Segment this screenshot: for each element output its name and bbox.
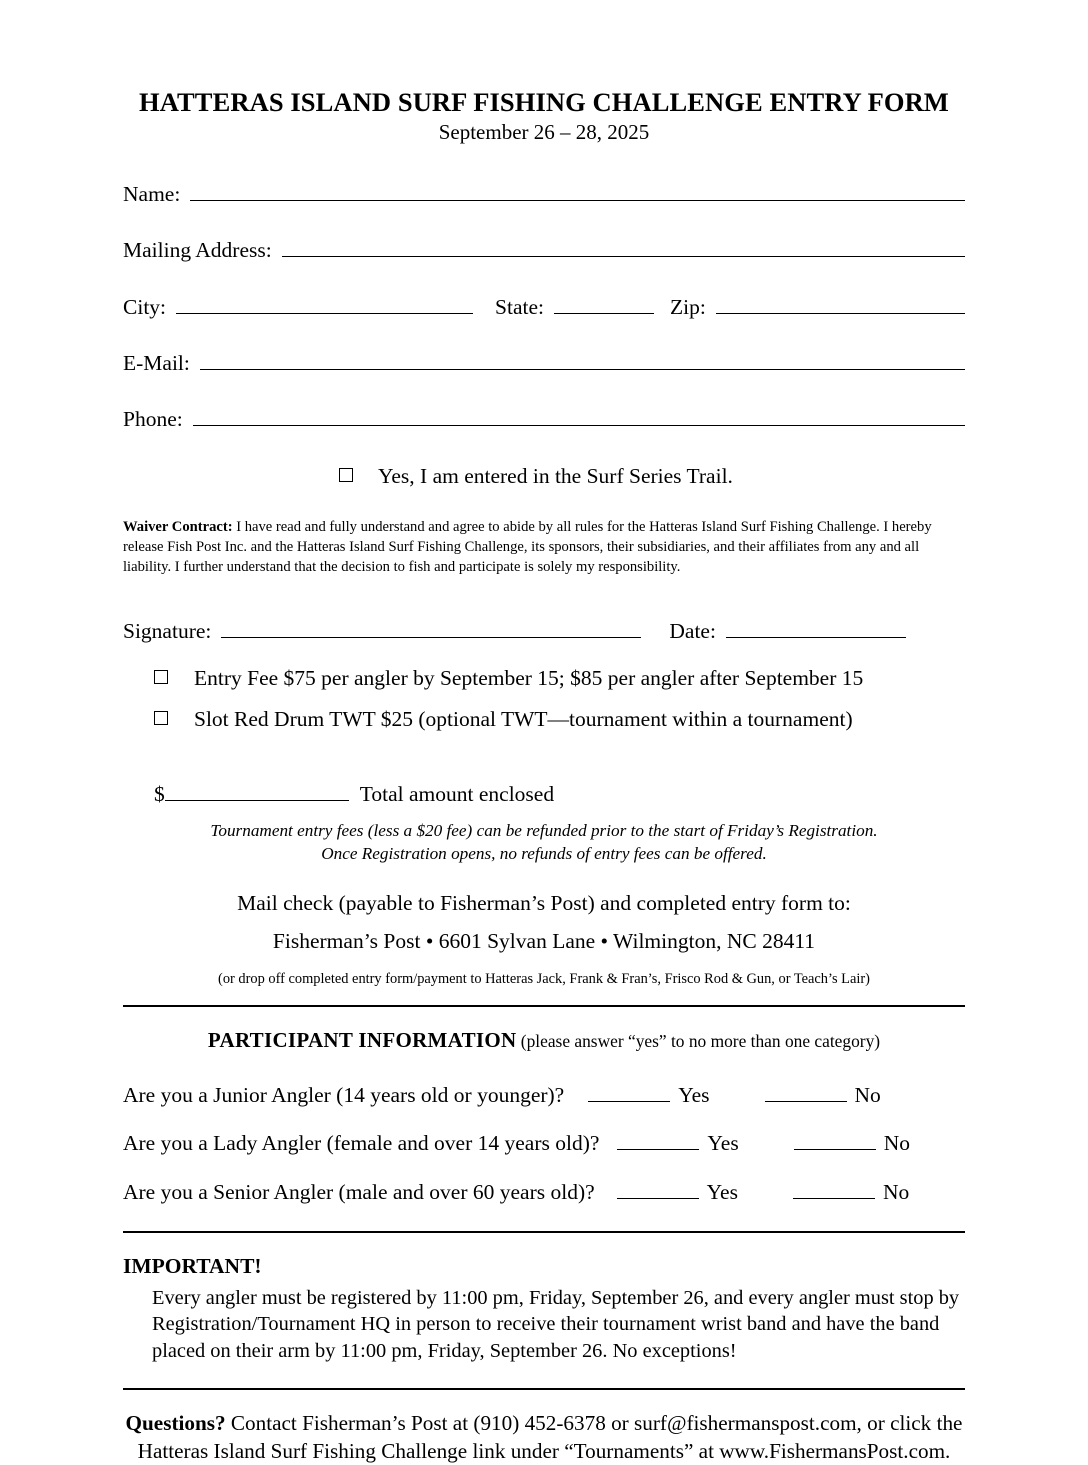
checkbox-icon[interactable] [154, 670, 168, 684]
answer-yes-input[interactable] [588, 1079, 670, 1102]
participant-question-row [123, 1127, 965, 1154]
checkbox-icon[interactable] [339, 468, 353, 482]
total-amount-row [123, 778, 965, 805]
question-text: Are you a Senior Angler (male and over 60 years old)? [123, 1179, 595, 1204]
phone-input[interactable] [193, 404, 965, 427]
event-date-range: September 26 – 28, 2025 [438, 119, 650, 144]
waiver-contract [123, 518, 961, 578]
no-label: No [883, 1131, 910, 1156]
surf-series-label: Yes, I am entered in the Surf Series Trail. [378, 463, 733, 488]
questions-heading: Questions? [125, 1411, 226, 1436]
waiver-heading: Waiver Contract: [123, 519, 233, 536]
fee-option-row[interactable] [123, 706, 965, 731]
section-divider [123, 1231, 965, 1233]
total-amount-input[interactable] [165, 778, 349, 801]
total-amount-label: Total amount enclosed [359, 782, 555, 807]
zip-label: Zip: [669, 294, 706, 319]
checkbox-icon[interactable] [154, 711, 168, 725]
waiver-body: I have read and fully understand and agree to abide by all rules for the Hatteras Island Surf Fishing Challenge. I hereby release Fish Post Inc. and the Hatteras Island Surf Fishing Challenge, its sponsors, their subsidiaries, and their affiliates from any and all liability. I further understand that the decision to fish and participate is solely my responsibility. [123, 519, 932, 576]
field-row-mailing-address [123, 234, 965, 261]
fee-option-label: Entry Fee $75 per angler by September 15; $85 per angler after September 15 [194, 666, 864, 691]
phone-label: Phone: [123, 407, 183, 432]
mailing-address-label: Mailing Address: [123, 238, 272, 263]
answer-no-input[interactable] [794, 1127, 876, 1150]
mail-address: Fisherman’s Post • 6601 Sylvan Lane • Wilmington, NC 28411 [272, 929, 816, 954]
name-label: Name: [123, 181, 181, 206]
important-body: Every angler must be registered by 11:00 pm, Friday, September 26, and every angler must stop by Registration/Tournament HQ in person to receive their tournament wrist band and have the band placed on their arm by 11:00 pm, Friday, September 26. No exceptions! [152, 1286, 960, 1362]
question-text: Are you a Lady Angler (female and over 14 years old)? [123, 1131, 600, 1156]
answer-yes-input[interactable] [617, 1176, 699, 1199]
yes-label: Yes [678, 1082, 710, 1107]
refund-policy-line-1: Tournament entry fees (less a $20 fee) can be refunded prior to the start of Friday’s Registration. [210, 820, 878, 840]
fee-option-label: Slot Red Drum TWT $25 (optional TWT—tournament within a tournament) [194, 706, 853, 731]
signature-label: Signature: [123, 618, 212, 643]
field-row-city-state-zip [123, 291, 965, 318]
participant-information-heading [123, 1028, 965, 1053]
important-title: IMPORTANT! [123, 1254, 262, 1279]
surf-series-checkbox-row[interactable] [123, 463, 965, 488]
email-input[interactable] [200, 347, 965, 370]
participant-heading-text: PARTICIPANT INFORMATION [207, 1027, 517, 1052]
name-input[interactable] [190, 178, 965, 201]
mail-dropoff-locations: (or drop off completed entry form/payment to Hatteras Jack, Frank & Fran’s, Frisco Rod & Gun, or Teach’s Lair) [218, 970, 870, 987]
participant-question-row [123, 1176, 965, 1203]
no-label: No [854, 1082, 881, 1107]
participant-heading-subtext: (please answer “yes” to no more than one category) [516, 1030, 881, 1051]
form-sheet [123, 0, 965, 1465]
state-label: State: [495, 294, 544, 319]
participant-question-row [123, 1079, 965, 1106]
mailing-address-input[interactable] [282, 234, 965, 257]
questions-body: Contact Fisherman’s Post at (910) 452-6378 or surf@fishermanspost.com, or click the Hatteras Island Surf Fishing Challenge link under “Tournaments” at www.FishermansPost.com. [137, 1411, 963, 1463]
city-label: City: [123, 294, 167, 319]
question-text: Are you a Junior Angler (14 years old or younger)? [123, 1082, 565, 1107]
yes-label: Yes [706, 1179, 738, 1204]
field-row-name [123, 178, 965, 205]
email-label: E-Mail: [123, 351, 190, 375]
section-divider [123, 1005, 965, 1007]
signature-input[interactable] [221, 615, 641, 638]
zip-input[interactable] [716, 291, 965, 314]
refund-policy-line-2: Once Registration opens, no refunds of entry fees can be offered. [321, 843, 767, 863]
mail-instruction: Mail check (payable to Fisherman’s Post) and completed entry form to: [237, 890, 851, 915]
refund-policy [123, 820, 965, 866]
answer-no-input[interactable] [765, 1079, 847, 1102]
answer-no-input[interactable] [793, 1176, 875, 1199]
city-input[interactable] [176, 291, 473, 314]
field-row-email [123, 347, 965, 374]
date-input[interactable] [726, 615, 906, 638]
field-row-phone [123, 404, 965, 431]
questions-footer [123, 1410, 965, 1465]
field-row-signature-date [123, 615, 965, 642]
section-divider [123, 1388, 965, 1390]
currency-symbol: $ [154, 782, 165, 807]
fee-option-row[interactable] [123, 668, 965, 690]
no-label: No [882, 1179, 910, 1204]
date-label: Date: [669, 618, 716, 643]
page-title: HATTERAS ISLAND SURF FISHING CHALLENGE ENTRY FORM [139, 87, 949, 117]
yes-label: Yes [707, 1131, 739, 1156]
answer-yes-input[interactable] [617, 1127, 699, 1150]
state-input[interactable] [554, 291, 654, 314]
